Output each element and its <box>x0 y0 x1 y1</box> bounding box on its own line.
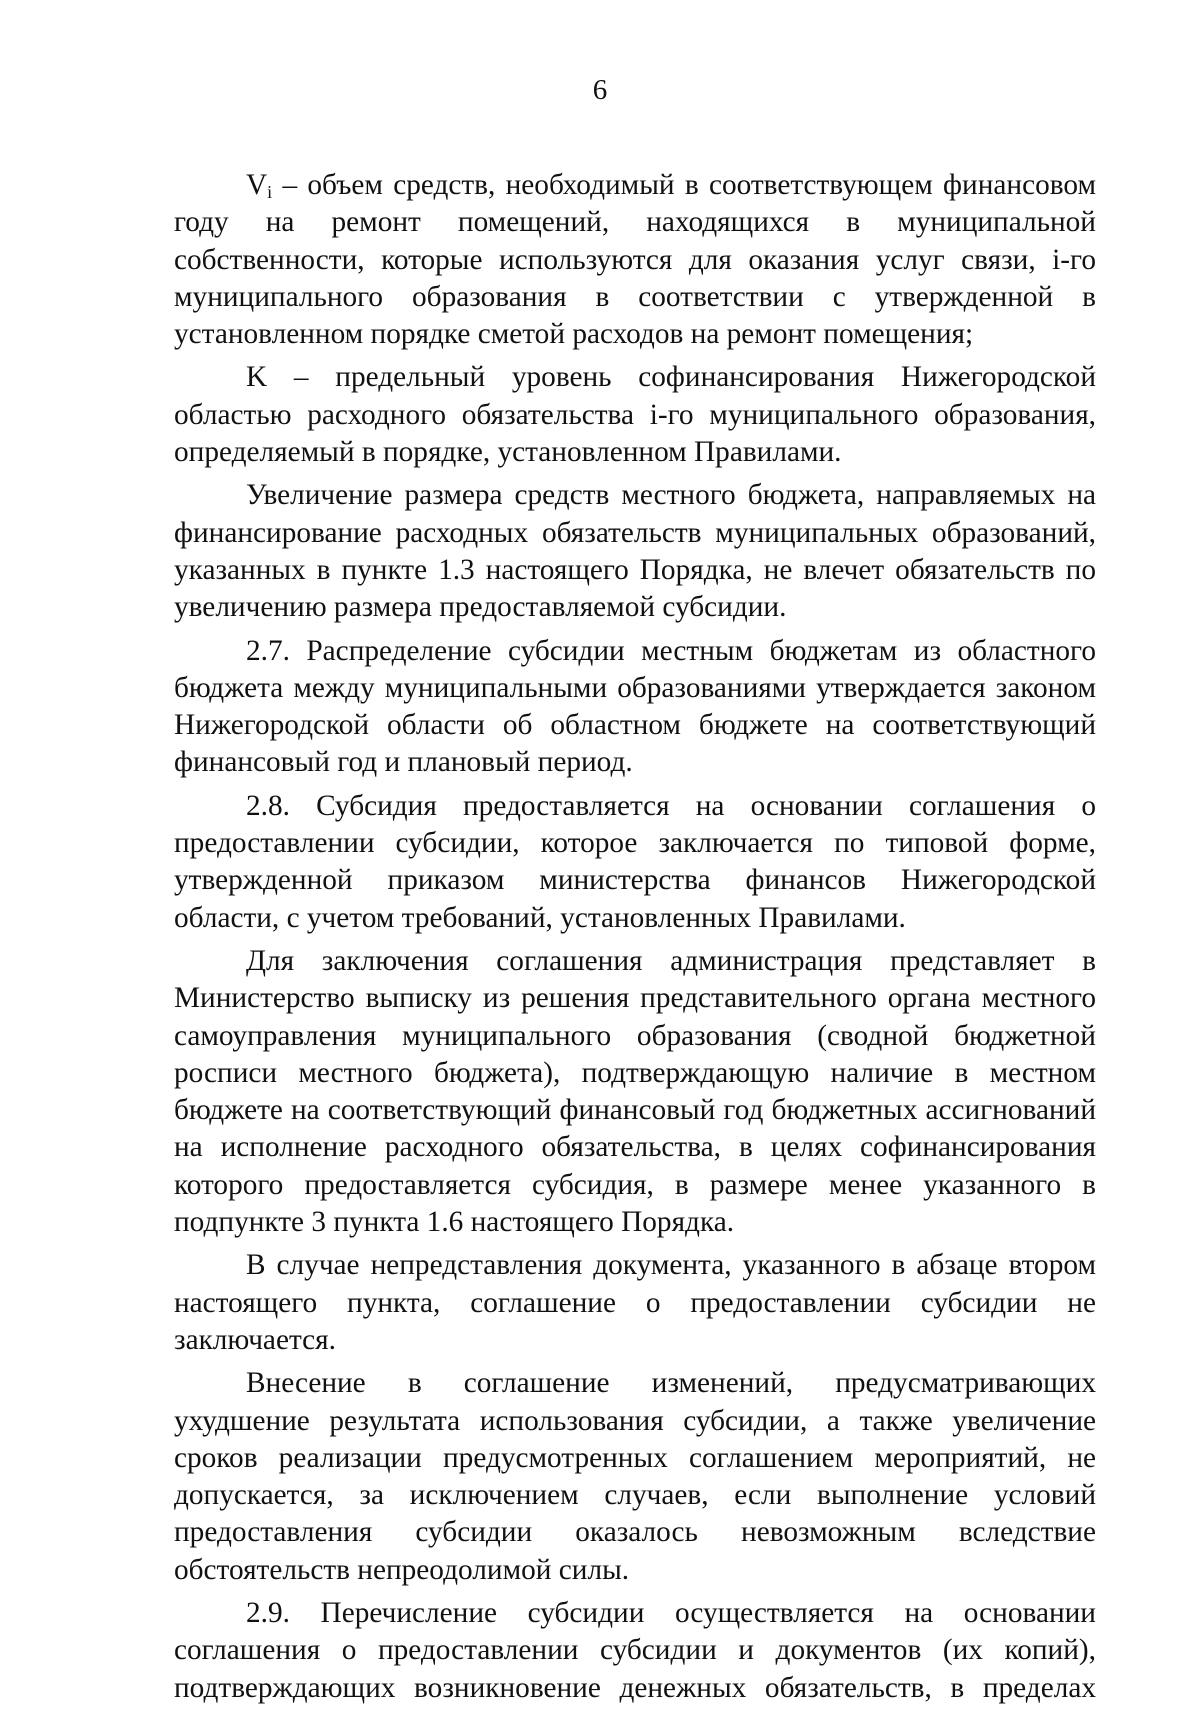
paragraph-k-definition: K – предельный уровень софинансирования Нижегородской областью расходного обязательства i-го муниципального образования, определяемый в порядке, установленном Правилами. <box>174 361 1096 469</box>
paragraph-non-submission: В случае непредставления документа, указанного в абзаце втором настоящего пункта, соглашение о предоставлении субсидии не заключается. <box>174 1249 1096 1356</box>
paragraph-budget-increase: Увеличение размера средств местного бюджета, направляемых на финансирование расходных обязательств муниципальных образований, указанных в пункте 1.3 настоящего Порядка, не влечет обязательств по увеличению размера предоставляемой субсидии. <box>174 479 1096 624</box>
paragraph-2-7: 2.7. Распределение субсидии местным бюджетам из областного бюджета между муниципальными образованиями утверждается законом Нижегородской области об областном бюджете на соответствующий финансовый год и плановый период. <box>174 634 1096 779</box>
paragraph-text: – объем средств, необходимый в соответствующем финансовом году на ремонт помещений, находящихся в муниципальной собственности, которые используются для оказания услуг связи, i-го муниципального образования в соответствии с утвержденной в установленном порядке сметой расходов на ремонт помещения; <box>174 169 1096 351</box>
variable-subscript-i: i <box>267 182 273 202</box>
paragraph-vi-definition <box>174 167 1096 353</box>
paragraph-agreement-changes: Внесение в соглашение изменений, предусматривающих ухудшение результата использования субсидии, а также увеличение сроков реализации предусмотренных соглашением мероприятий, не допускается, за исключением случаев, если выполнение условий предоставления субсидии оказалось невозможным вследствие обстоятельств непреодолимой силы. <box>174 1367 1096 1586</box>
paragraph-2-8: 2.8. Субсидия предоставляется на основании соглашения о предоставлении субсидии, которое заключается по типовой форме, утвержденной приказом министерства финансов Нижегородской области, с учетом требований, установленных Правилами. <box>174 789 1096 934</box>
document-body <box>174 167 1096 1713</box>
variable-v: V <box>246 169 268 201</box>
paragraph-agreement-conclusion: Для заключения соглашения администрация представляет в Министерство выписку из решения представительного органа местного самоуправления муниципального образования (сводной бюджетной росписи местного бюджета), подтверждающую наличие в местном бюджете на соответствующий финансовый год бюджетных ассигнований на исполнение расходного обязательства, в целях софинансирования которого предоставляется субсидия, в размере менее указанного в подпункте 3 пункта 1.6 настоящего Порядка. <box>174 944 1096 1239</box>
page-number: 6 <box>592 74 608 106</box>
paragraph-2-9: 2.9. Перечисление субсидии осуществляется на основании соглашения о предоставлении субсидии и документов (их копий), подтверждающих возникновение денежных обязательств, в пределах <box>174 1596 1096 1704</box>
